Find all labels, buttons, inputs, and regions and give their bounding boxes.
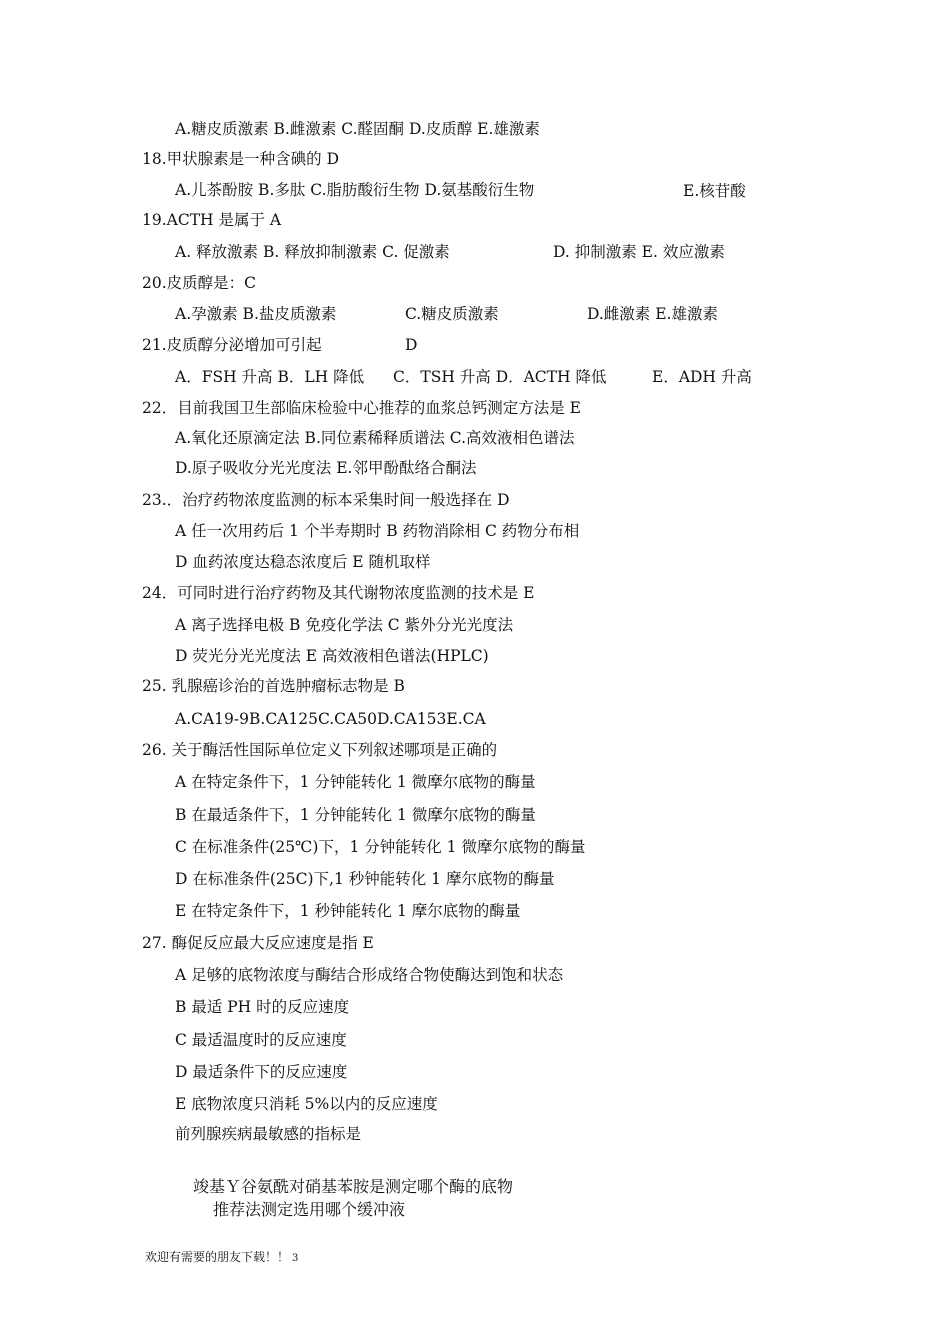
question-24-options-2: D 荧光分光光度法 E 高效液相色谱法(HPLC) [175, 647, 489, 665]
question-27: 27. 酶促反应最大反应速度是指 E [142, 934, 374, 952]
question-21-option-e: E．ADH 升高 [652, 368, 752, 386]
question-24: 24．可同时进行治疗药物及其代谢物浓度监测的技术是 E [142, 584, 535, 602]
question-20: 20.皮质醇是：C [142, 274, 257, 292]
question-26-option-b: B 在最适条件下，1 分钟能转化 1 微摩尔底物的酶量 [175, 806, 536, 824]
question-26: 26. 关于酶活性国际单位定义下列叙述哪项是正确的 [142, 741, 498, 759]
question-19: 19.ACTH 是属于 A [142, 211, 282, 229]
question-24-options-1: A 离子选择电极 B 免疫化学法 C 紫外分光光度法 [175, 616, 514, 634]
question-27-option-b: B 最适 PH 时的反应速度 [175, 998, 350, 1016]
question-19-options-de: D. 抑制激素 E. 效应激素 [553, 243, 725, 261]
question-26-option-d: D 在标准条件(25C)下,1 秒钟能转化 1 摩尔底物的酶量 [175, 870, 555, 888]
question-26-option-a: A 在特定条件下，1 分钟能转化 1 微摩尔底物的酶量 [175, 773, 536, 791]
question-22-options-1: A.氧化还原滴定法 B.同位素稀释质谱法 C.高效液相色谱法 [175, 429, 575, 447]
question-22-options-2: D.原子吸收分光光度法 E.邻甲酚酞络合酮法 [175, 459, 477, 477]
question-19-options: A. 释放激素 B. 释放抑制激素 C. 促激素 [175, 243, 450, 261]
clipped-question-line: 前列腺疾病最敏感的指标是 [175, 1125, 362, 1143]
question-20-option-c: C.糖皮质激素 [405, 305, 499, 323]
note-line-1: 竣基Ｙ谷氨酰对硝基苯胺是测定哪个酶的底物 [193, 1177, 514, 1196]
question-27-option-a: A 足够的底物浓度与酶结合形成络合物使酶达到饱和状态 [175, 966, 564, 984]
question-27-option-c: C 最适温度时的反应速度 [175, 1031, 347, 1049]
question-21-options-ab: A．FSH 升高 B．LH 降低 [175, 368, 365, 386]
question-18-options: A.儿茶酚胺 B.多肽 C.脂肪酸衍生物 D.氨基酸衍生物 [175, 181, 535, 199]
question-23: 23.．治疗药物浓度监测的标本采集时间一般选择在 D [142, 491, 510, 509]
note-line-2: 推荐法测定选用哪个缓冲液 [213, 1200, 406, 1219]
option-line: A.糖皮质激素 B.雌激素 C.醛固酮 D.皮质醇 E.雄激素 [175, 120, 540, 138]
question-27-option-e: E 底物浓度只消耗 5%以内的反应速度 [175, 1095, 438, 1113]
question-26-option-e: E 在特定条件下，1 秒钟能转化 1 摩尔底物的酶量 [175, 902, 521, 920]
page-number: 3 [292, 1253, 299, 1264]
question-18-option-e: E.核苷酸 [683, 182, 746, 200]
question-25-options: A.CA19-9B.CA125C.CA50D.CA153E.CA [175, 710, 486, 728]
question-20-options-de: D.雌激素 E.雄激素 [587, 305, 718, 323]
question-26-option-c: C 在标准条件(25℃)下，1 分钟能转化 1 微摩尔底物的酶量 [175, 838, 586, 856]
question-21-options-cd: C．TSH 升高 D．ACTH 降低 [393, 368, 607, 386]
question-22: 22．目前我国卫生部临床检验中心推荐的血浆总钙测定方法是 E [142, 399, 581, 417]
question-21: 21.皮质醇分泌增加可引起 [142, 336, 322, 354]
question-25: 25. 乳腺癌诊治的首选肿瘤标志物是 B [142, 677, 405, 695]
question-20-options-ab: A.孕激素 B.盐皮质激素 [175, 305, 337, 323]
question-18: 18.甲状腺素是一种含碘的 D [142, 150, 340, 168]
question-23-options-1: A 任一次用药后 1 个半寿期时 B 药物消除相 C 药物分布相 [175, 522, 580, 540]
question-21-answer: D [405, 336, 418, 354]
page-footer [145, 1249, 298, 1267]
question-27-option-d: D 最适条件下的反应速度 [175, 1063, 348, 1081]
question-23-options-2: D 血药浓度达稳态浓度后 E 随机取样 [175, 553, 431, 571]
footer-text: 欢迎有需要的朋友下载！！ [145, 1250, 290, 1264]
